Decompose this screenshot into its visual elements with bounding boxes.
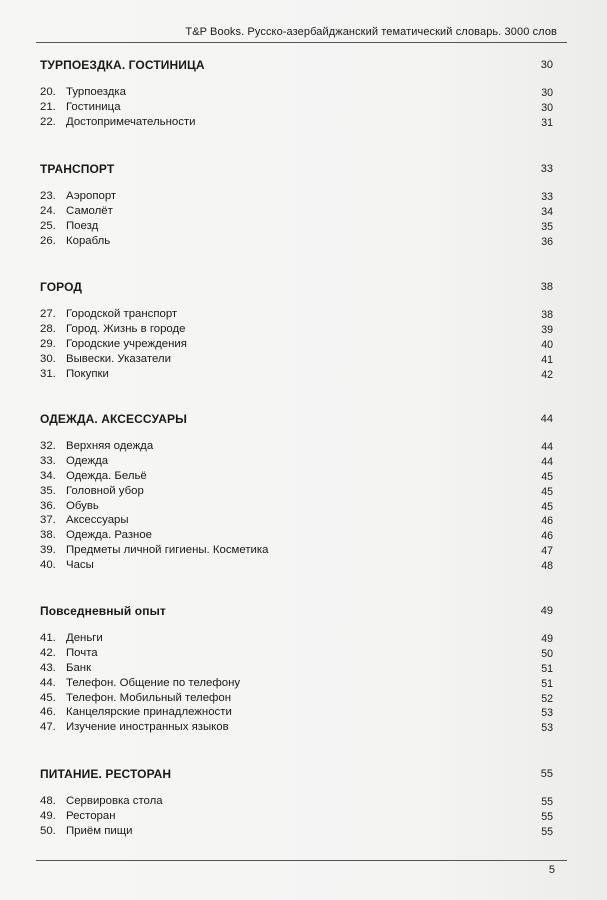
toc-item-number: 26. [40,234,56,247]
toc-item[interactable] [0,220,607,235]
toc-item[interactable] [0,308,607,323]
toc-item-number: 25. [40,219,56,232]
toc-item-number: 21. [40,100,56,113]
toc-item-title: Обувь [66,499,99,512]
toc-item-page: 40 [541,338,553,351]
toc-item-title: Корабль [66,234,111,247]
toc-item-title: Достопримечательности [66,115,196,128]
toc-item-number: 41. [40,632,56,644]
section-page-number: 33 [540,163,553,175]
toc-item-title: Самолёт [66,204,113,217]
toc-item-page: 35 [541,220,553,233]
toc-item[interactable] [0,632,607,647]
toc-item-number: 49. [40,809,56,822]
toc-item-page: 47 [541,545,553,558]
toc-item-title: Одежда. Бельё [66,469,147,482]
toc-item-list [0,795,607,840]
toc-item-page: 31 [541,116,553,129]
toc-item-title: Покупки [66,367,109,380]
toc-item-page: 48 [541,560,553,573]
toc-item-title: Канцелярские принадлежности [66,706,232,719]
toc-item[interactable] [0,190,607,205]
toc-item-list [0,440,607,574]
toc-item-page: 45 [541,470,553,483]
section-page-number: 44 [540,413,553,425]
toc-item-page: 30 [541,101,553,114]
toc-item-title: Город. Жизнь в городе [66,322,186,335]
toc-item[interactable] [0,544,607,559]
toc-item-page: 46 [541,530,553,543]
toc-item-number: 29. [40,337,56,350]
toc-item[interactable] [0,235,607,250]
toc-item-title: Верхняя одежда [66,440,154,452]
toc-item-title: Аэропорт [66,190,117,202]
toc-item-number: 34. [40,469,56,482]
toc-item-number: 38. [40,529,56,542]
toc-item-number: 22. [40,115,56,128]
toc-item-title: Городские учреждения [66,337,187,350]
toc-item-title: Банк [66,661,92,674]
toc-item-page: 36 [541,235,553,248]
toc-item-number: 20. [40,86,56,98]
toc-item-list [0,86,607,131]
toc-item-page: 39 [541,323,553,336]
section-heading[interactable]: Повседневный опыт [40,604,166,618]
toc-item-title: Турпоездка [66,86,126,98]
toc-item-number: 32. [40,440,56,452]
section-page-number: 49 [540,605,553,617]
toc-item[interactable] [0,677,607,692]
toc-item-page: 46 [541,515,553,528]
toc-item-page: 53 [541,707,553,720]
toc-item-title: Вывески. Указатели [66,352,171,365]
toc-item-number: 39. [40,544,56,557]
toc-item-number: 24. [40,204,56,217]
toc-item[interactable] [0,692,607,707]
toc-item-title: Изучение иностранных языков [66,721,229,734]
toc-item-page: 41 [541,353,553,366]
running-header: T&P Books. Русско-азербайджанский тематический словарь. 3000 слов [185,26,557,38]
toc-item-number: 33. [40,454,56,467]
toc-item[interactable] [0,368,607,383]
toc-item-number: 35. [40,484,56,497]
toc-item-title: Гостиница [66,100,121,113]
toc-item-title: Сервировка стола [66,795,163,807]
toc-item-number: 30. [40,352,56,365]
toc-item-page: 33 [541,191,553,203]
toc-item-title: Одежда. Разное [66,529,153,542]
toc-item[interactable] [0,706,607,721]
toc-item-number: 44. [40,676,56,689]
toc-item[interactable] [0,323,607,338]
toc-item-number: 43. [40,661,56,674]
toc-item-title: Деньги [66,632,103,644]
toc-item-page: 52 [541,692,553,705]
toc-item[interactable] [0,485,607,500]
toc-item[interactable] [0,647,607,662]
toc-item-page: 45 [541,485,553,498]
toc-item-title: Приём пищи [66,824,133,837]
toc-item[interactable] [0,470,607,485]
section-page-number: 38 [540,281,553,293]
toc-item-page: 49 [541,633,553,645]
toc-item-page: 42 [541,368,553,381]
toc-item-number: 45. [40,691,56,704]
toc-item[interactable] [0,440,607,455]
toc-item-page: 30 [541,87,553,99]
section-heading[interactable]: ГОРОД [40,280,83,294]
toc-item-number: 46. [40,706,56,719]
toc-item-page: 55 [541,825,553,838]
toc-item[interactable] [0,825,607,840]
section-heading[interactable]: ОДЕЖДА. АКСЕССУАРЫ [40,412,187,426]
toc-item[interactable] [0,101,607,116]
toc-item-number: 36. [40,499,56,512]
toc-item[interactable] [0,116,607,131]
toc-item-title: Одежда [66,454,109,467]
toc-item-number: 31. [40,367,56,380]
toc-item[interactable] [0,205,607,220]
toc-item[interactable] [0,353,607,368]
toc-item[interactable] [0,662,607,677]
toc-item-list [0,190,607,250]
toc-item[interactable] [0,500,607,515]
toc-item-title: Городской транспорт [66,308,178,320]
toc-item[interactable] [0,455,607,470]
section-heading[interactable]: ПИТАНИЕ. РЕСТОРАН [40,767,172,781]
toc-item-number: 40. [40,559,56,572]
toc-item-title: Телефон. Общение по телефону [66,676,241,689]
toc-item[interactable] [0,338,607,353]
toc-item-number: 28. [40,322,56,335]
toc-item-title: Предметы личной гигиены. Косметика [66,544,269,557]
toc-item-title: Телефон. Мобильный телефон [66,691,232,704]
section-heading[interactable]: ТРАНСПОРТ [40,162,115,176]
toc-item-list [0,632,607,736]
toc-item-page: 44 [541,441,553,453]
toc-item-title: Поезд [66,219,99,232]
toc-item-number: 47. [40,721,56,734]
section-page-number: 55 [540,768,553,780]
toc-item-page: 55 [541,810,553,823]
toc-item-list [0,308,607,382]
toc-item-page: 51 [541,677,553,690]
toc-item[interactable] [0,86,607,101]
toc-item-number: 48. [40,795,56,807]
toc-item-page: 51 [541,662,553,675]
toc-item-title: Аксессуары [66,514,129,527]
toc-item-title: Ресторан [66,809,116,822]
toc-item[interactable] [0,529,607,544]
toc-item-page: 38 [541,309,553,321]
section-page-number: 30 [540,59,553,71]
toc-item-number: 27. [40,308,56,320]
toc-item-page: 44 [541,455,553,468]
toc-item-page: 55 [541,796,553,808]
toc-item-page: 34 [541,205,553,218]
toc-item[interactable] [0,514,607,529]
footer-divider [36,860,567,861]
page-number: 5 [548,864,555,876]
toc-item[interactable] [0,559,607,574]
toc-item[interactable] [0,721,607,736]
toc-item-page: 50 [541,647,553,660]
toc-item-page: 45 [541,500,553,513]
toc-item-number: 37. [40,514,56,527]
toc-item-title: Часы [66,559,94,572]
toc-item-title: Почта [66,646,98,659]
toc-item-title: Головной убор [66,484,144,497]
toc-item-number: 50. [40,824,56,837]
header-divider [36,42,567,43]
toc-item[interactable] [0,810,607,825]
section-heading[interactable]: ТУРПОЕЗДКА. ГОСТИНИЦА [40,58,205,72]
toc-item-page: 53 [541,722,553,735]
toc-item-number: 23. [40,190,56,202]
toc-item[interactable] [0,795,607,810]
toc-item-number: 42. [40,646,56,659]
